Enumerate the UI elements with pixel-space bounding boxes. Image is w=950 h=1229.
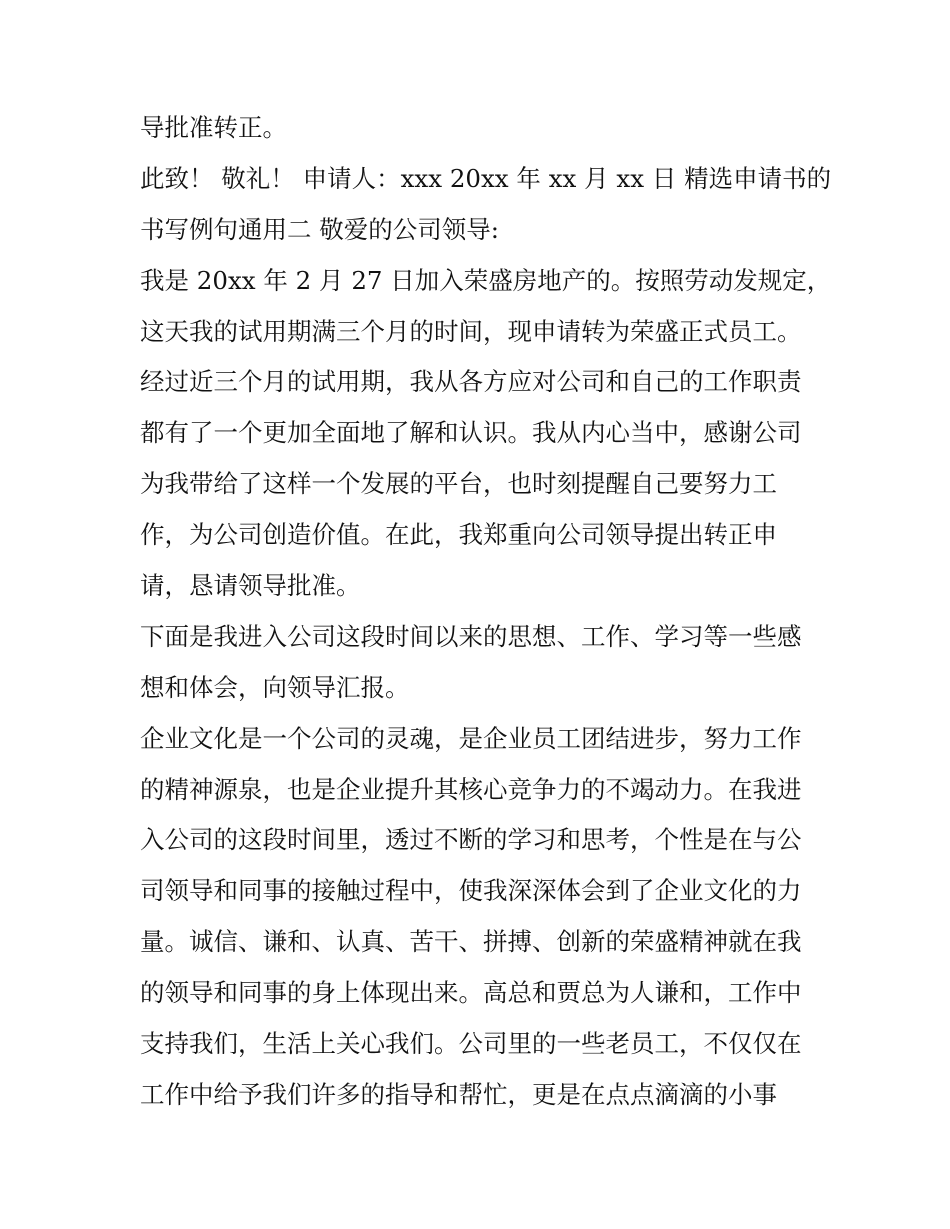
text-line: 这天我的试用期满三个月的时间，现申请转为荣盛正式员工。 [140,316,802,346]
text-line: 的精神源泉，也是企业提升其核心竞争力的不竭动力。在我进 [140,774,802,804]
text-line: 我是 20xx 年 2 月 27 日加入荣盛房地产的。按照劳动发规定， [140,265,832,295]
text-line: 想和体会，向领导汇报。 [140,672,410,702]
text-line: 作，为公司创造价值。在此，我郑重向公司领导提出转正申 [140,520,777,550]
text-line: 司领导和同事的接触过程中，使我深深体会到了企业文化的力 [140,876,802,906]
text-line: 经过近三个月的试用期，我从各方应对公司和自己的工作职责 [140,367,802,397]
text-line: 工作中给予我们许多的指导和帮忙，更是在点点滴滴的小事 [140,1079,777,1109]
text-line: 此致！ 敬礼！ 申请人：xxx 20xx 年 xx 月 xx 日 精选申请书的 [140,163,832,193]
text-line: 书写例句通用二 敬爱的公司领导: [140,214,500,244]
text-line: 请，恳请领导批准。 [140,571,361,601]
text-line: 量。诚信、谦和、认真、苦干、拼搏、创新的荣盛精神就在我 [140,927,802,957]
text-line: 都有了一个更加全面地了解和认识。我从内心当中，感谢公司 [140,418,802,448]
text-line: 入公司的这段时间里，透过不断的学习和思考，个性是在与公 [140,825,802,855]
text-line: 的领导和同事的身上体现出来。高总和贾总为人谦和，工作中 [140,978,802,1008]
document-body-text [140,103,832,1121]
text-line: 导批准转正。 [140,113,287,142]
text-line: 企业文化是一个公司的灵魂，是企业员工团结进步，努力工作 [140,723,802,753]
text-line: 下面是我进入公司这段时间以来的思想、工作、学习等一些感 [140,621,802,651]
text-line: 支持我们，生活上关心我们。公司里的一些老员工，不仅仅在 [140,1029,802,1059]
text-line: 为我带给了这样一个发展的平台，也时刻提醒自己要努力工 [140,469,777,499]
